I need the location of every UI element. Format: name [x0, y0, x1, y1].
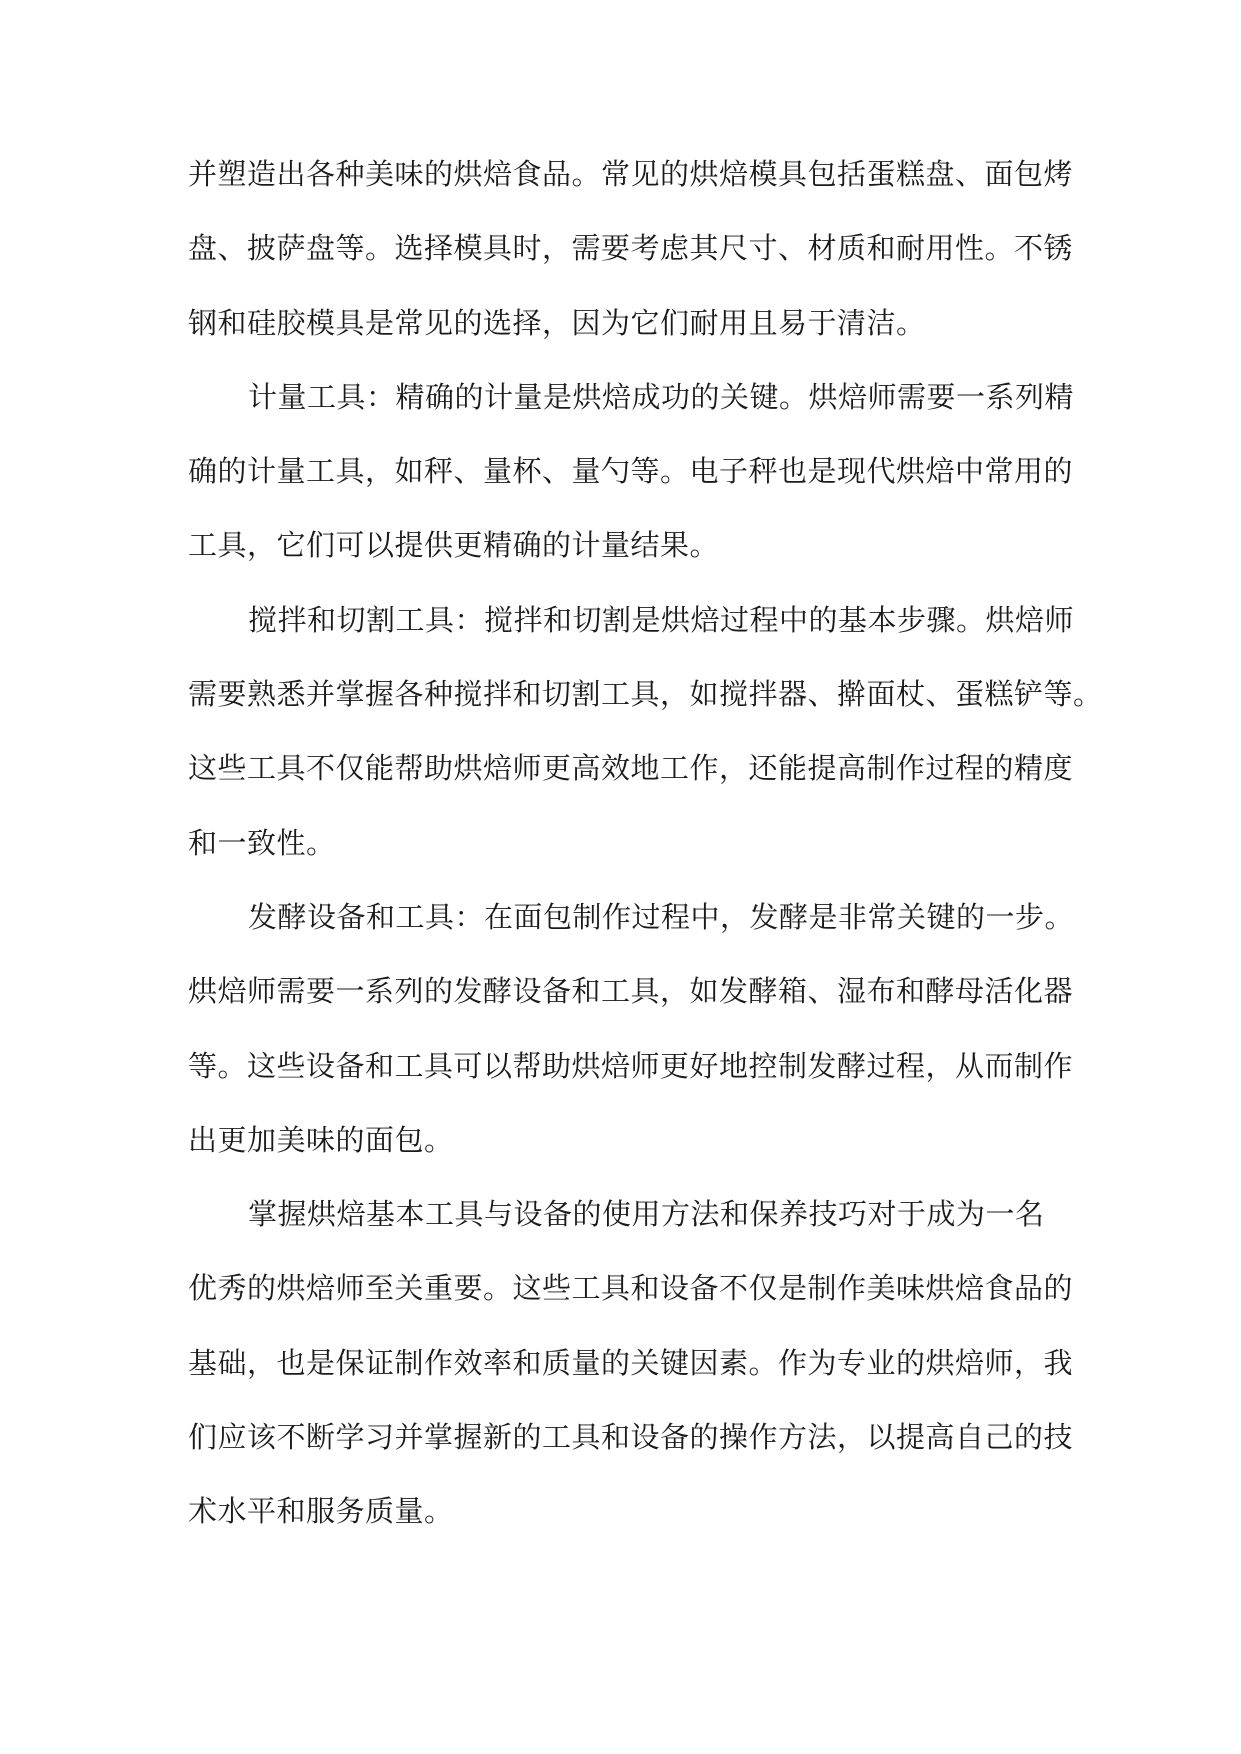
paragraph-mixing-cutting-tools	[188, 588, 1103, 885]
text-line: 术水平和服务质量。	[188, 1494, 454, 1529]
paragraph-baking-molds	[188, 142, 1074, 365]
text-line: 优秀的烘焙师至关重要。这些工具和设备不仅是制作美味烘焙食品的	[188, 1271, 1074, 1306]
text-line: 出更加美味的面包。	[188, 1122, 454, 1157]
text-line: 发酵设备和工具：在面包制作过程中，发酵是非常关键的一步。	[248, 899, 1075, 934]
paragraph-conclusion	[188, 1182, 1074, 1553]
paragraph-fermentation-equipment	[188, 885, 1075, 1182]
document-body	[188, 142, 1103, 1554]
text-line: 这些工具不仅能帮助烘焙师更高效地工作，还能提高制作过程的精度	[188, 751, 1074, 786]
text-line: 基础，也是保证制作效率和质量的关键因素。作为专业的烘焙师，我	[188, 1345, 1074, 1380]
paragraph-measuring-tools	[188, 365, 1075, 588]
text-line: 确的计量工具，如秤、量杯、量勺等。电子秤也是现代烘焙中常用的	[188, 454, 1074, 489]
text-line: 需要熟悉并掌握各种搅拌和切割工具，如搅拌器、擀面杖、蛋糕铲等。	[188, 677, 1103, 712]
text-line: 掌握烘焙基本工具与设备的使用方法和保养技巧对于成为一名	[248, 1197, 1045, 1232]
text-line: 烘焙师需要一系列的发酵设备和工具，如发酵箱、湿布和酵母活化器	[188, 974, 1074, 1009]
text-line: 钢和硅胶模具是常见的选择，因为它们耐用且易于清洁。	[188, 305, 926, 340]
text-line: 工具，它们可以提供更精确的计量结果。	[188, 528, 720, 563]
text-line: 计量工具：精确的计量是烘焙成功的关键。烘焙师需要一系列精	[248, 379, 1075, 414]
text-line: 们应该不断学习并掌握新的工具和设备的操作方法，以提高自己的技	[188, 1420, 1074, 1455]
text-line: 等。这些设备和工具可以帮助烘焙师更好地控制发酵过程，从而制作	[188, 1048, 1074, 1083]
text-line: 搅拌和切割工具：搅拌和切割是烘焙过程中的基本步骤。烘焙师	[248, 602, 1075, 637]
text-line: 并塑造出各种美味的烘焙食品。常见的烘焙模具包括蛋糕盘、面包烤	[188, 157, 1074, 191]
text-line: 和一致性。	[188, 825, 336, 860]
text-line: 盘、披萨盘等。选择模具时，需要考虑其尺寸、材质和耐用性。不锈	[188, 231, 1074, 266]
